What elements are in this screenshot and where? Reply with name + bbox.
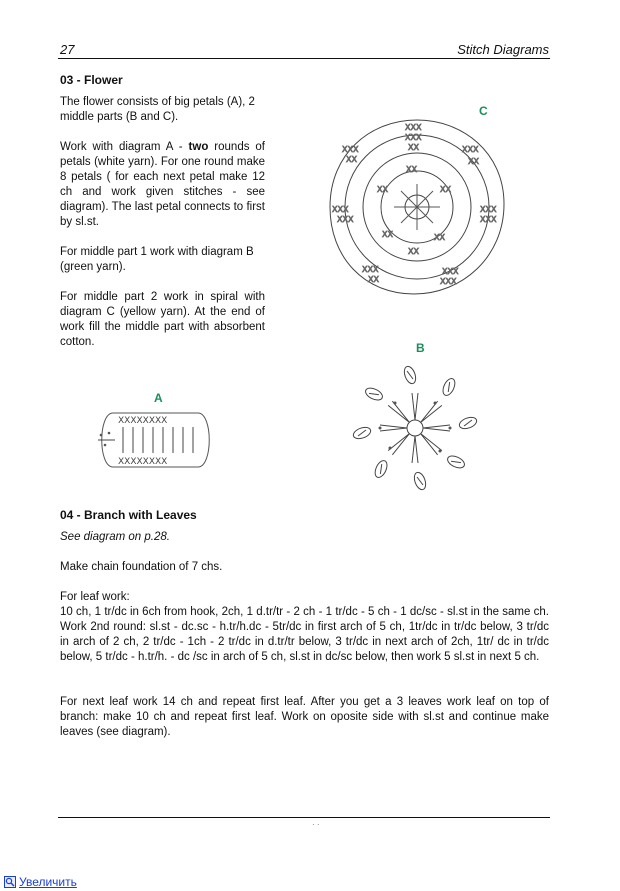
diagram-a [93, 405, 218, 475]
branch-title: 04 - Branch with Leaves [60, 508, 197, 522]
diagram-c [322, 112, 512, 302]
svg-text:XX: XX [406, 165, 417, 174]
svg-text:XXX: XXX [362, 265, 379, 274]
svg-text:XX: XX [440, 185, 451, 194]
diagram-b [350, 363, 480, 493]
svg-text:XX: XX [346, 155, 357, 164]
petals-pre: Work with diagram A - [60, 141, 189, 153]
svg-text:XXX: XXX [405, 133, 422, 142]
svg-text:XXX: XXX [442, 267, 459, 276]
svg-text:XX: XX [408, 247, 419, 256]
petals-post: rounds of petals (white yarn). For one round make 8 petals ( for each next petal make 12 ch and work given stitches - see diagram). The last petal connects to first by sl.st. [60, 141, 265, 228]
svg-text:XXX: XXX [480, 205, 497, 214]
flower-middle2: For middle part 2 work in spiral with diagram C (yellow yarn). At the end of work fill the middle part with absorbent cotton. [60, 291, 265, 348]
top-rule [58, 58, 550, 59]
bottom-rule [58, 817, 550, 818]
branch-leaf-body: 10 ch, 1 tr/dc in 6ch from hook, 2ch, 1 d.tr/tr - 2 ch - 1 tr/dc - 5 ch - 1 dc/sc - sl.st in the same ch. Work 2nd round: sl.st - dc.sc - h.tr/h.dc - 5tr/dc in first arch of 5 ch, 1tr/dc in tr/dc below, 3 tr/dc in arch of 2 ch, 2 tr/dc - 1ch - 2 tr/dc in d.tr/tr below, 3 tr/dc in next arch of 2ch, 1tr/ dc in tr/dc below, 5 tr/dc - h.tr/h. - dc /sc in arch of 5 ch, sl.st in dc/sc below, then work 5 sl.st in next 5 ch. [60, 606, 549, 663]
svg-text:XX: XX [382, 230, 393, 239]
flower-middle1: For middle part 1 work with diagram B (green yarn). [60, 246, 254, 273]
svg-text:XXX: XXX [462, 145, 479, 154]
zoom-link[interactable] [4, 875, 77, 889]
svg-text:XXXXXXXX: XXXXXXXX [118, 457, 168, 467]
section-title: Stitch Diagrams [457, 42, 549, 57]
footer-marks: · · [312, 820, 320, 829]
zoom-link-label: Увеличить [19, 875, 77, 889]
diagram-b-label: B [416, 341, 425, 355]
svg-text:XX: XX [434, 233, 445, 242]
svg-text:XXX: XXX [332, 205, 349, 214]
svg-text:XXX: XXX [480, 215, 497, 224]
branch-see: See diagram on p.28. [60, 531, 170, 543]
diagram-a-label: A [154, 391, 163, 405]
svg-text:XX: XX [408, 143, 419, 152]
svg-text:XXX: XXX [440, 277, 457, 286]
branch-next-leaf: For next leaf work 14 ch and repeat first leaf. After you get a 3 leaves work leaf on top of branch: make 10 ch and repeat first leaf. Work on oposite side with sl.st and continue make leaves (see diagram). [60, 696, 549, 738]
page-number: 27 [60, 42, 75, 57]
svg-text:XXXXXXXX: XXXXXXXX [118, 416, 168, 426]
branch-leaf-heading: For leaf work: [60, 591, 130, 603]
branch-foundation: Make chain foundation of 7 chs. [60, 561, 223, 573]
flower-intro: The flower consists of big petals (A), 2 middle parts (B and C). [60, 96, 255, 123]
flower-title: 03 - Flower [60, 73, 123, 87]
flower-petals-text [60, 140, 265, 230]
diagram-c-label: C [479, 104, 488, 118]
svg-text:XX: XX [368, 275, 379, 284]
svg-text:XXX: XXX [337, 215, 354, 224]
svg-text:XXX: XXX [342, 145, 359, 154]
svg-text:XXX: XXX [405, 123, 422, 132]
magnify-icon [4, 876, 16, 888]
svg-text:XX: XX [468, 157, 479, 166]
svg-text:XX: XX [377, 185, 388, 194]
petals-bold: two [188, 141, 209, 153]
